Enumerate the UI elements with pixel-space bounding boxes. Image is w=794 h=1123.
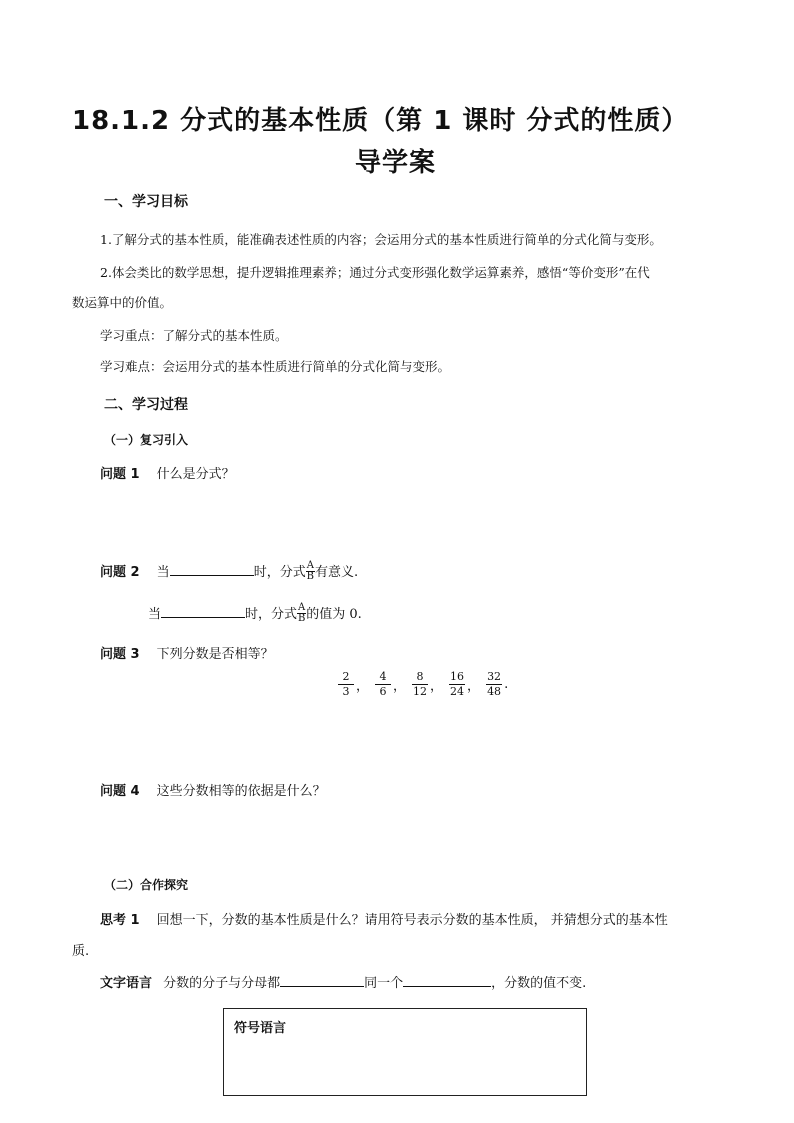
answer-blank[interactable]: [170, 561, 254, 576]
verbal-pre: 分数的分子与分母都: [163, 976, 281, 991]
page-title: 18.1.2 分式的基本性质（第 1 课时 分式的性质）: [72, 106, 689, 136]
question-3: [100, 643, 274, 662]
think-1-label: 思考 1: [100, 913, 140, 928]
question-2-pre-2: 当: [148, 607, 162, 622]
question-1-label: 问题 1: [100, 467, 140, 482]
verbal-mid: 同一个: [364, 976, 404, 991]
answer-blank[interactable]: [161, 603, 245, 618]
answer-blank[interactable]: [403, 972, 491, 987]
think-1-text: 回想一下，分数的基本性质是什么？请用符号表示分数的基本性质， 并猜想分式的基本性: [156, 913, 668, 928]
page-subtitle: 导学案: [355, 148, 437, 178]
section-heading-process: 二、学习过程: [104, 397, 188, 413]
fraction-a-over-b: $\frac{A}{B}$: [306, 560, 314, 582]
verbal-language: [100, 972, 586, 991]
question-2-label: 问题 2: [100, 565, 140, 580]
objective-2-line-2: 数运算中的价值。: [72, 295, 173, 310]
fraction-a-over-b: $\frac{A}{B}$: [297, 602, 306, 624]
objective-1: 1.了解分式的基本性质，能准确表述性质的内容；会运用分式的基本性质进行简单的分式化简与变形。: [100, 232, 662, 247]
section-heading-objectives: 一、学习目标: [104, 194, 188, 210]
question-2-post-1: 有意义.: [314, 565, 359, 580]
fraction-item: $\frac{2}{3}$: [338, 670, 354, 699]
symbolic-language-box[interactable]: [223, 1008, 587, 1096]
fraction-item: $\frac{16}{24}$: [450, 670, 465, 698]
verbal-post: ，分数的值不变.: [491, 976, 587, 991]
fraction-item: $\frac{8}{12}$: [413, 670, 428, 698]
subsection-heading-review: （一）复习引入: [104, 433, 189, 447]
question-4: [100, 780, 326, 799]
question-3-label: 问题 3: [100, 647, 140, 662]
question-2-pre: 当: [156, 565, 170, 580]
objective-2-line-1: 2.体会类比的数学思想，提升逻辑推理素养；通过分式变形强化数学运算素养，感悟“等价变形”在代: [100, 265, 650, 280]
think-1-line-1: [100, 909, 668, 928]
question-2-line-2: [148, 603, 362, 624]
question-4-label: 问题 4: [100, 784, 140, 799]
question-4-text: 这些分数相等的依据是什么？: [156, 784, 326, 799]
difficulty-point: 学习难点：会运用分式的基本性质进行简单的分式化简与变形。: [100, 359, 451, 374]
answer-blank[interactable]: [280, 972, 364, 987]
verbal-label: 文字语言: [100, 976, 153, 991]
question-2-mid: 时，分式: [253, 565, 306, 580]
symbolic-label: 符号语言: [234, 1021, 287, 1036]
key-point: 学习重点：了解分式的基本性质。: [100, 328, 288, 343]
question-2-post-2: 的值为 0.: [306, 607, 362, 622]
question-1: [100, 463, 235, 482]
fraction-item: $\frac{4}{6}$: [375, 670, 391, 699]
subsection-heading-explore: （二）合作探究: [104, 878, 189, 892]
question-2-mid-2: 时，分式: [245, 607, 298, 622]
question-2-line-1: [100, 561, 358, 582]
think-1-line-2: 质.: [72, 944, 90, 959]
question-1-text: 什么是分式？: [156, 467, 235, 482]
fraction-item: $\frac{32}{48}$: [487, 670, 502, 698]
fraction-list: $\frac{2}{3}$ ， $\frac{4}{6}$ ， $\frac{8}{12}$ ， $\frac{16}{24}$ ， $\frac{32}{48}$ .: [338, 670, 514, 699]
question-3-text: 下列分数是否相等？: [156, 647, 274, 662]
